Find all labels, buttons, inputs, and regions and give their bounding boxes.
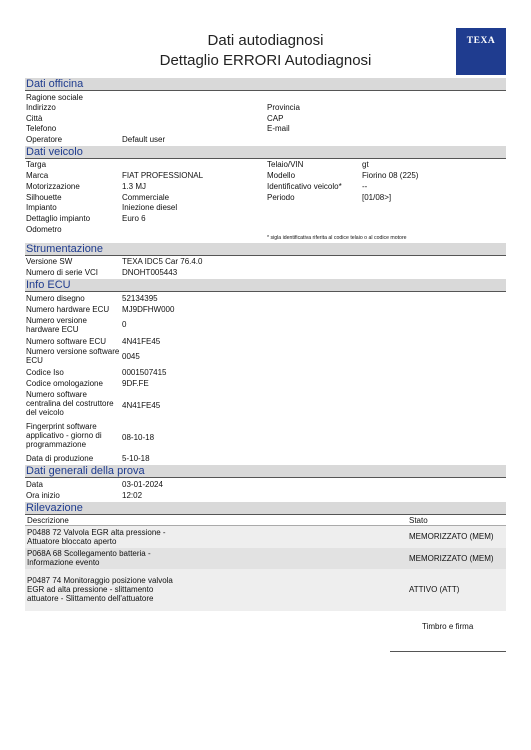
cell-descrizione: P068A 68 Scollegamento batteria - Informazione evento: [25, 548, 185, 569]
value-marca: FIAT PROFESSIONAL: [122, 171, 204, 180]
section-dati-officina: Dati officina: [25, 78, 506, 90]
value-codice-omologazione: 9DF.FE: [122, 379, 149, 388]
label-periodo: Periodo: [267, 193, 295, 202]
label-impianto: Impianto: [26, 203, 57, 212]
value-periodo: [01/08>]: [362, 193, 392, 202]
value-dettaglio-impianto: Euro 6: [122, 214, 146, 223]
label-cap: CAP: [267, 114, 284, 123]
section-rilevazione: Rilevazione: [25, 502, 506, 514]
value-versione-sw-ecu: 0045: [122, 352, 140, 361]
label-data-produzione: Data di produzione: [26, 454, 94, 463]
signature-label: Timbro e firma: [422, 622, 474, 631]
signature-line: [390, 651, 506, 652]
table-header-row: [25, 515, 506, 526]
cell-stato: MEMORIZZATO (MEM): [407, 526, 506, 548]
label-codice-iso: Codice Iso: [26, 368, 64, 377]
value-serie-vci: DNOHT005443: [122, 268, 178, 277]
value-telaio: gt: [362, 160, 369, 169]
section-strumentazione: Strumentazione: [25, 243, 506, 255]
value-software-ecu: 4N41FE45: [122, 337, 161, 346]
value-data-produzione: 5-10-18: [122, 454, 150, 463]
label-citta: Città: [26, 114, 43, 123]
label-silhouette: Silhouette: [26, 193, 62, 202]
label-software-costruttore: Numero software centralina del costruttore del veicolo: [26, 390, 114, 417]
value-fingerprint: 08-10-18: [122, 433, 155, 442]
label-provincia: Provincia: [267, 103, 300, 112]
table-row: [25, 569, 506, 611]
cell-descrizione: P0488 72 Valvola EGR alta pressione - Attuatore bloccato aperto: [25, 526, 185, 548]
label-marca: Marca: [26, 171, 49, 180]
value-motorizzazione: 1.3 MJ: [122, 182, 147, 191]
label-telefono: Telefono: [26, 124, 57, 133]
value-modello: Fiorino 08 (225): [362, 171, 419, 180]
label-odometro: Odometro: [26, 225, 62, 234]
label-numero-disegno: Numero disegno: [26, 294, 85, 303]
texa-logo: TEXA: [456, 28, 506, 75]
cell-stato: ATTIVO (ATT): [407, 569, 506, 611]
table-row: [25, 526, 506, 548]
value-identificativo: --: [362, 182, 368, 191]
section-info-ecu: Info ECU: [25, 279, 506, 291]
label-versione-sw: Versione SW: [26, 257, 73, 266]
label-targa: Targa: [26, 160, 47, 169]
label-serie-vci: Numero di serie VCI: [26, 268, 99, 277]
section-dati-veicolo: Dati veicolo: [25, 146, 506, 158]
value-operatore: Default user: [122, 135, 166, 144]
label-ora-inizio: Ora inizio: [26, 491, 60, 500]
label-software-ecu: Numero software ECU: [26, 337, 107, 346]
label-email: E-mail: [267, 124, 290, 133]
value-versione-sw: TEXA IDC5 Car 76.4.0: [122, 257, 203, 266]
label-operatore: Operatore: [26, 135, 63, 144]
label-versione-sw-ecu: Numero versione software ECU: [26, 347, 120, 365]
label-indirizzo: Indirizzo: [26, 103, 56, 112]
report-title: Dati autodiagnosi: [207, 32, 324, 49]
table-row: [25, 548, 506, 569]
value-numero-disegno: 52134395: [122, 294, 158, 303]
label-dettaglio-impianto: Dettaglio impianto: [26, 214, 91, 223]
label-ragione-sociale: Ragione sociale: [26, 93, 83, 102]
rilevazione-table: [25, 515, 506, 611]
section-dati-prova: Dati generali della prova: [25, 465, 506, 477]
report-subtitle: Dettaglio ERRORI Autodiagnosi: [159, 52, 372, 69]
value-hardware-ecu: MJ9DFHW000: [122, 305, 175, 314]
value-software-costruttore: 4N41FE45: [122, 401, 161, 410]
label-codice-omologazione: Codice omologazione: [26, 379, 103, 388]
value-silhouette: Commerciale: [122, 193, 170, 202]
value-codice-iso: 0001507415: [122, 368, 167, 377]
value-data: 03-01-2024: [122, 480, 163, 489]
value-impianto: Iniezione diesel: [122, 203, 178, 212]
value-versione-hw: 0: [122, 320, 127, 329]
label-identificativo: Identificativo veicolo*: [267, 182, 342, 191]
label-telaio: Telaio/VIN: [267, 160, 304, 169]
value-ora-inizio: 12:02: [122, 491, 143, 500]
label-modello: Modello: [267, 171, 296, 180]
label-fingerprint: Fingerprint software applicativo - giorno di programmazione: [26, 422, 102, 449]
col-header-descrizione: Descrizione: [25, 515, 185, 526]
col-header-stato: Stato: [407, 515, 506, 526]
cell-stato: MEMORIZZATO (MEM): [407, 548, 506, 569]
vehicle-id-footnote: * sigla identificativa riferita al codice telaio o al codice motore: [267, 235, 407, 241]
label-hardware-ecu: Numero hardware ECU: [26, 305, 110, 314]
label-motorizzazione: Motorizzazione: [26, 182, 80, 191]
cell-descrizione: P0487 74 Monitoraggio posizione valvola EGR ad alta pressione - slittamento attuatore - Slittamento dell'attuatore: [25, 569, 185, 611]
label-versione-hw: Numero versione hardware ECU: [26, 316, 87, 334]
label-data: Data: [26, 480, 43, 489]
